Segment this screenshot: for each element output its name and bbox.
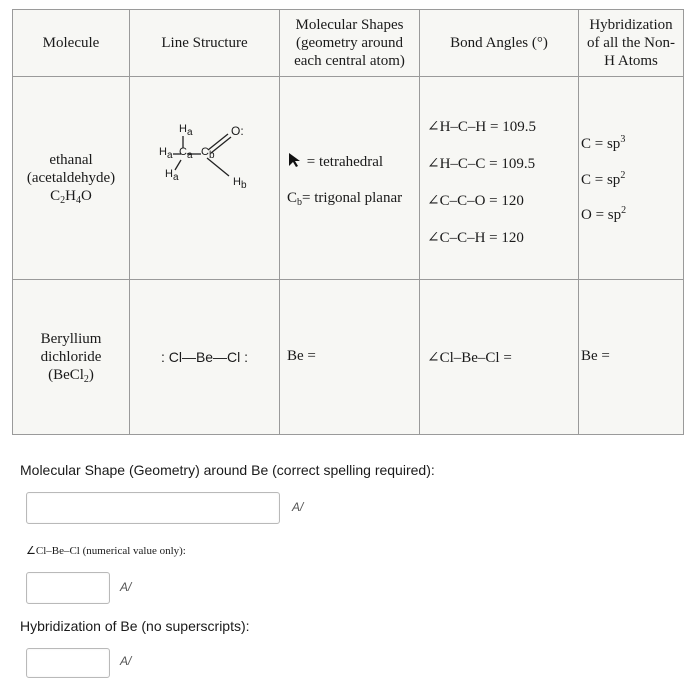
ca-label: $C_a$ xyxy=(179,146,193,161)
shape-tetrahedral: = tetrahedral xyxy=(287,152,383,171)
ethanal-formula: $C_2H_4O$ xyxy=(50,188,92,206)
ethanal-name: ethanal (acetaldehyde) $C_2H_4O$ xyxy=(26,152,116,206)
angle-cco: ∠C–C–O = 120 xyxy=(427,193,524,209)
ha-bottom-label: $H_a$ xyxy=(165,168,179,183)
q3-label: Hybridization of Be (no superscripts): xyxy=(20,618,250,634)
becl2-name: Beryllium dichloride (BeCl$_2$) xyxy=(40,331,102,385)
cursor-arrow-icon xyxy=(287,152,303,168)
header-bond-angles: Bond Angles (°) xyxy=(450,35,548,51)
hb-label: $H_b$ xyxy=(233,176,247,191)
q2-label: ∠Cl–Be–Cl (numerical value only): xyxy=(26,545,186,557)
geometry-answer-input[interactable] xyxy=(26,492,280,524)
spellcheck-icon[interactable]: A/ xyxy=(120,580,132,594)
spellcheck-icon[interactable]: A/ xyxy=(120,654,132,668)
cb-label: $C_b$ xyxy=(201,146,215,161)
hyb-cb: $C = sp^2$ xyxy=(581,170,626,188)
hyb-o: $O = sp^2$ xyxy=(581,205,627,223)
angle-answer-input[interactable] xyxy=(26,572,110,604)
ha-top-label: $H_a$ xyxy=(179,123,193,138)
hybridization-answer-input[interactable] xyxy=(26,648,110,678)
header-molecular-shapes: Molecular Shapes (geometry around each central atom) xyxy=(294,17,405,69)
ethanal-line-structure xyxy=(153,110,273,200)
becl2-line-structure: : Cl—Be—Cl : xyxy=(160,349,249,365)
spellcheck-icon[interactable]: A/ xyxy=(292,500,304,514)
hyb-ca: $C = sp^3$ xyxy=(581,134,626,152)
angle-cch: ∠C–C–H = 120 xyxy=(427,230,524,246)
data-table xyxy=(12,9,684,435)
q1-label: Molecular Shape (Geometry) around Be (correct spelling required): xyxy=(20,462,435,478)
ha-left-label: $H_a$ xyxy=(159,146,173,161)
header-molecule: Molecule xyxy=(42,35,100,51)
shape-trigonal-planar: $C_b=$ trigonal planar xyxy=(287,190,403,208)
oxygen-label: O: xyxy=(231,124,244,138)
header-hybridization: Hybridization of all the Non- H Atoms xyxy=(587,17,675,69)
becl2-angle: ∠Cl–Be–Cl = xyxy=(427,350,512,366)
angle-hch: ∠H–C–H = 109.5 xyxy=(427,119,536,135)
becl2-shape: Be = xyxy=(287,348,316,364)
angle-hcc: ∠H–C–C = 109.5 xyxy=(427,156,536,172)
becl2-hybridization: Be = xyxy=(581,348,610,364)
header-line-structure: Line Structure xyxy=(161,35,248,51)
